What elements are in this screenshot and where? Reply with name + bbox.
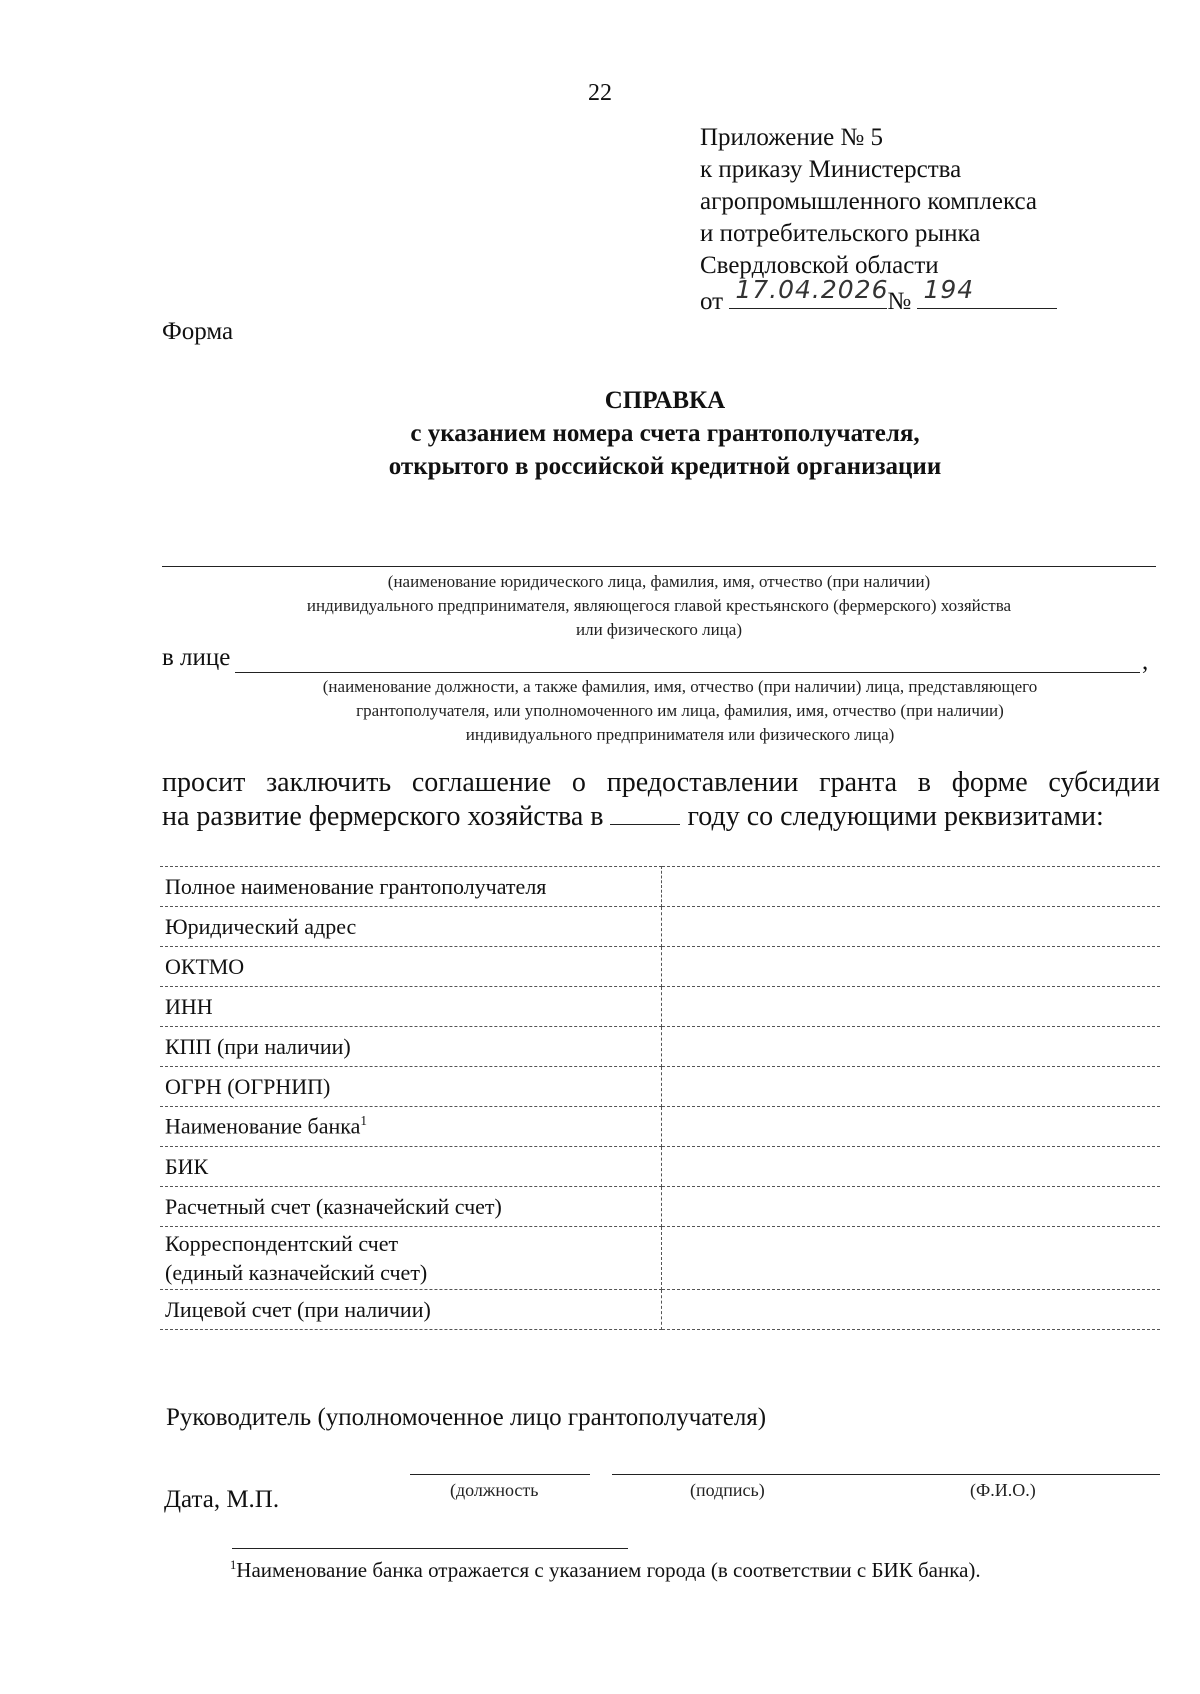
- head-signature-label: Руководитель (уполномоченное лицо грантополучателя): [166, 1404, 767, 1431]
- representative-comma: ,: [1142, 648, 1149, 675]
- footnote-rule: [232, 1548, 628, 1549]
- title-subtitle: открытого в российской кредитной организации: [388, 453, 942, 480]
- table-row: [160, 947, 1160, 987]
- date-stamp-label: Дата, М.П.: [164, 1486, 280, 1513]
- requisite-value-cell[interactable]: [661, 1067, 1160, 1107]
- requisites-table: [160, 866, 1160, 1330]
- appendix-line: Приложение № 5: [700, 124, 884, 151]
- requisite-label: ОГРН (ОГРНИП): [160, 1067, 661, 1107]
- table-row: [160, 1067, 1160, 1107]
- order-date-number: [700, 275, 1057, 318]
- form-label: Форма: [162, 318, 234, 345]
- table-row: [160, 1227, 1160, 1290]
- fio-caption: (Ф.И.О.): [970, 1480, 1036, 1500]
- representative-line[interactable]: [235, 672, 1140, 673]
- footnote-mark: 1: [230, 1558, 237, 1572]
- appendix-line: агропромышленного комплекса: [700, 188, 1038, 215]
- representative-label: в лице: [162, 644, 231, 671]
- requisite-label: Лицевой счет (при наличии): [160, 1290, 661, 1330]
- number-label: №: [887, 288, 912, 315]
- appendix-header: [700, 122, 1057, 318]
- applicant-name-line[interactable]: [162, 566, 1156, 567]
- applicant-caption: (наименование юридического лица, фамилия, имя, отчество (при наличии) индивидуального предпринимателя, являющегося главой крестьянского (фермерского) хозяйства или физического лица): [306, 572, 1012, 639]
- requisite-label: Расчетный счет (казначейский счет): [160, 1187, 661, 1227]
- footnote-text: Наименование банка отражается с указанием города (в соответствии с БИК банка).: [236, 1558, 981, 1582]
- requisite-value-cell[interactable]: [661, 1107, 1160, 1147]
- requisite-value-cell[interactable]: [661, 1227, 1160, 1290]
- table-row: [160, 1107, 1160, 1147]
- requisite-label: (единый казначейский счет): [165, 1260, 428, 1285]
- table-row: [160, 867, 1160, 907]
- requisite-label-cell: [160, 1107, 661, 1147]
- signature-line[interactable]: [612, 1474, 1160, 1475]
- requisite-value-cell[interactable]: [661, 907, 1160, 947]
- table-row: [160, 1027, 1160, 1067]
- position-caption: (должность: [450, 1480, 539, 1500]
- requisite-label: Корреспондентский счет: [165, 1231, 399, 1256]
- signature-caption: (подпись): [690, 1480, 765, 1500]
- request-paragraph: просит заключить соглашение о предоставлении гранта в форме субсидии на развитие фермерского хозяйства в году со следующими реквизитами:: [162, 767, 1160, 832]
- title-subtitle: с указанием номера счета грантополучателя,: [410, 420, 920, 447]
- requisite-label: БИК: [160, 1147, 661, 1187]
- handwritten-number: 194: [923, 275, 975, 304]
- appendix-line: к приказу Министерства: [700, 156, 962, 183]
- year-field[interactable]: [610, 802, 680, 825]
- requisite-value-cell[interactable]: [661, 1187, 1160, 1227]
- handwritten-date: 17.04.2026: [735, 275, 889, 304]
- requisite-label: КПП (при наличии): [160, 1027, 661, 1067]
- table-row: [160, 1187, 1160, 1227]
- requisite-value-cell[interactable]: [661, 1027, 1160, 1067]
- representative-row: [162, 644, 230, 672]
- order-number-field: [917, 275, 1057, 309]
- requisite-value-cell[interactable]: [661, 987, 1160, 1027]
- requisite-label: ИНН: [160, 987, 661, 1027]
- position-line[interactable]: [410, 1474, 590, 1475]
- requisite-value-cell[interactable]: [661, 1147, 1160, 1187]
- table-row: [160, 907, 1160, 947]
- table-row: [160, 1147, 1160, 1187]
- appendix-line: Свердловской области: [700, 252, 939, 279]
- representative-caption: (наименование должности, а также фамилия, имя, отчество (при наличии) лица, представляющего грантополучателя, или уполномоченного им лица, фамилия, имя, отчество (при наличии) индивидуального предпринимателя или физического лица): [322, 677, 1038, 744]
- requisite-value-cell[interactable]: [661, 867, 1160, 907]
- requisite-value-cell[interactable]: [661, 1290, 1160, 1330]
- requisite-label: ОКТМО: [160, 947, 661, 987]
- document-title: [0, 384, 1200, 483]
- appendix-line: и потребительского рынка: [700, 220, 981, 247]
- requisite-value-cell[interactable]: [661, 947, 1160, 987]
- table-row: [160, 987, 1160, 1027]
- requisite-label: Полное наименование грантополучателя: [160, 867, 661, 907]
- order-date-field: [729, 275, 889, 309]
- requisite-label: Юридический адрес: [160, 907, 661, 947]
- requisite-label: Наименование банка: [165, 1113, 361, 1139]
- requisite-label-cell: [160, 1227, 661, 1290]
- page-number: 22: [588, 80, 612, 106]
- footnote-mark: 1: [360, 1113, 368, 1129]
- from-label: от: [700, 288, 724, 315]
- table-row: [160, 1290, 1160, 1330]
- title-main: СПРАВКА: [604, 387, 726, 414]
- footnote: [230, 1558, 981, 1583]
